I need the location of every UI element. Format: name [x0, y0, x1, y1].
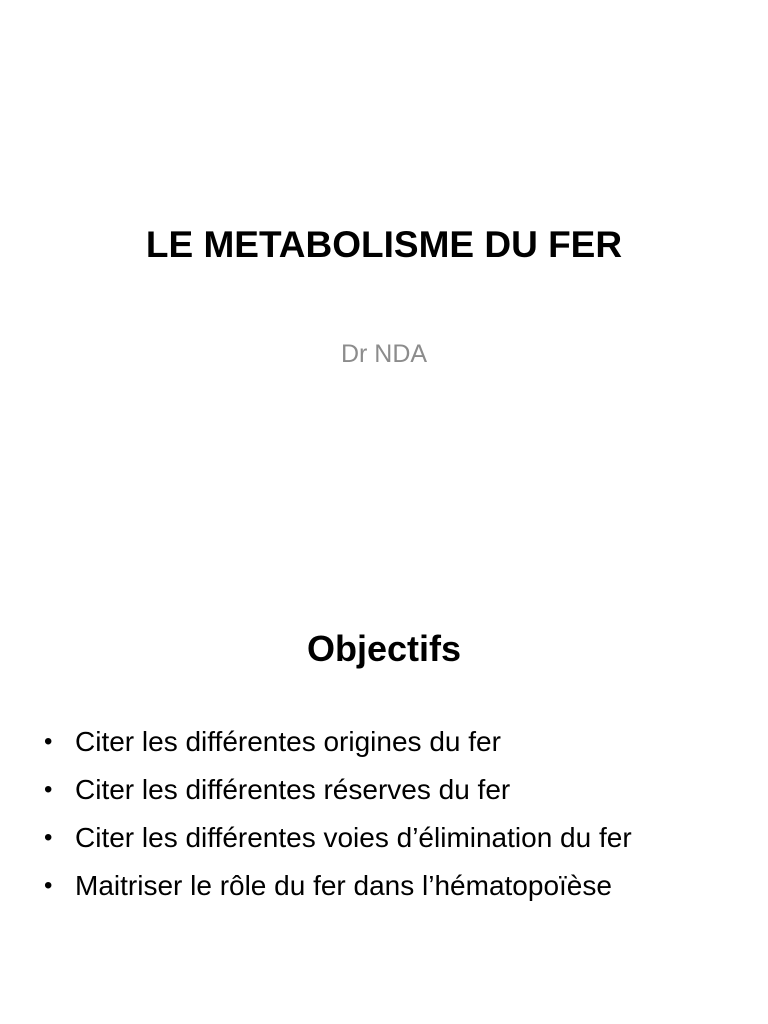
bullet-icon: • [44, 728, 53, 755]
list-item [44, 718, 744, 766]
objectives-list [44, 718, 744, 910]
objectives-title: Objectifs [306, 628, 462, 669]
list-item-text: Citer les différentes voies d’élimination du fer [75, 822, 632, 853]
list-item [44, 766, 744, 814]
objectives-slide [0, 576, 768, 1024]
list-item-text: Citer les différentes réserves du fer [75, 774, 511, 805]
list-item-text: Maitriser le rôle du fer dans l’hématopoïèse [75, 870, 612, 901]
bullet-icon: • [44, 872, 53, 899]
slide-subtitle-author: Dr NDA [340, 340, 428, 368]
bullet-icon: • [44, 824, 53, 851]
list-item [44, 862, 744, 910]
list-item [44, 814, 744, 862]
bullet-icon: • [44, 776, 53, 803]
slide-title: LE METABOLISME DU FER [145, 224, 623, 265]
list-item-text: Citer les différentes origines du fer [75, 726, 501, 757]
